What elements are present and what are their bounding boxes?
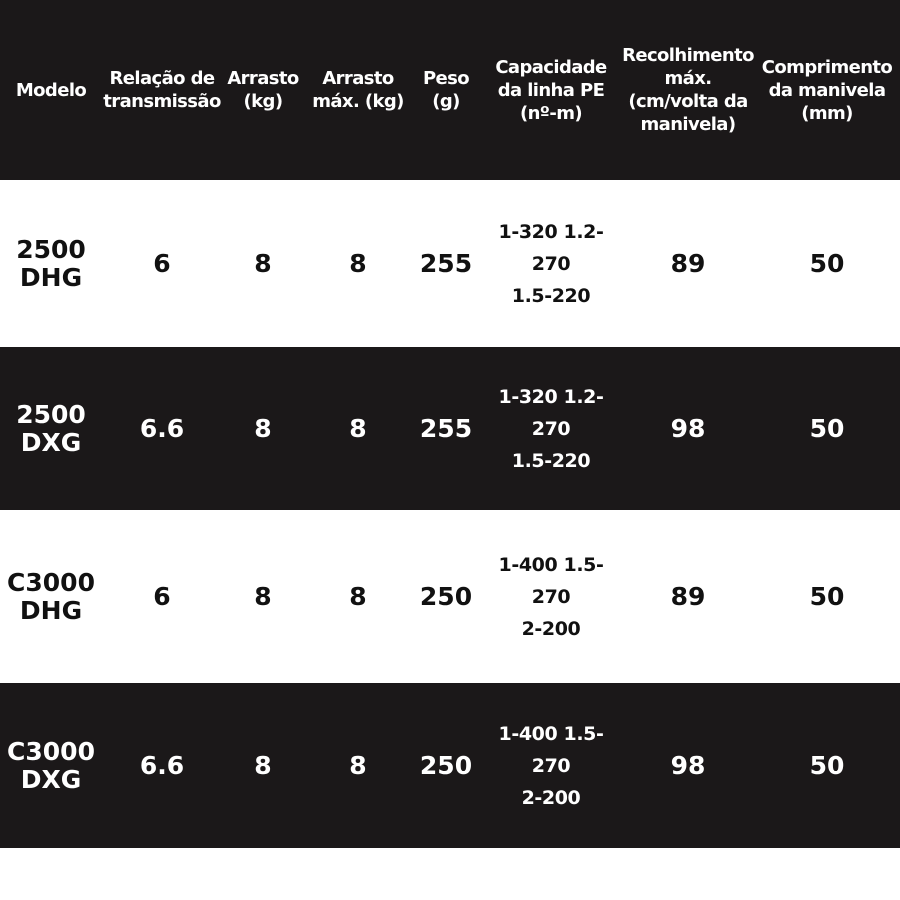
table-bottom-spacer xyxy=(0,848,900,900)
cell-capacidade: 1-320 1.2-270 1.5-220 xyxy=(498,385,604,472)
cell-comprimento: 50 xyxy=(809,413,845,443)
table-row xyxy=(0,683,900,848)
table-row xyxy=(0,347,900,510)
cell-peso: 255 xyxy=(419,413,473,443)
cell-modelo: C3000 DXG xyxy=(7,736,95,794)
cell-comprimento: 50 xyxy=(809,581,845,611)
cell-peso: 255 xyxy=(419,248,473,278)
cell-recolhimento: 98 xyxy=(670,750,706,780)
header-capacidade-linha: Capacidade da linha PE (nº-m) xyxy=(495,56,607,124)
cell-recolhimento: 89 xyxy=(670,581,706,611)
table-header-row xyxy=(0,0,900,180)
cell-relacao: 6 xyxy=(153,248,171,278)
table-row xyxy=(0,510,900,683)
cell-modelo: 2500 DXG xyxy=(16,399,86,457)
cell-arrasto-max: 8 xyxy=(349,413,367,443)
cell-recolhimento: 89 xyxy=(670,248,706,278)
cell-relacao: 6.6 xyxy=(139,750,185,780)
header-modelo: Modelo xyxy=(15,79,87,101)
cell-comprimento: 50 xyxy=(809,750,845,780)
cell-arrasto-max: 8 xyxy=(349,581,367,611)
header-arrasto-max: Arrasto máx. (kg) xyxy=(312,68,404,112)
cell-arrasto: 8 xyxy=(254,750,272,780)
cell-relacao: 6 xyxy=(153,581,171,611)
header-peso: Peso (g) xyxy=(422,68,470,112)
cell-modelo: 2500 DHG xyxy=(16,234,86,292)
cell-peso: 250 xyxy=(419,581,473,611)
cell-capacidade: 1-400 1.5-270 2-200 xyxy=(498,553,604,640)
cell-arrasto: 8 xyxy=(254,581,272,611)
cell-peso: 250 xyxy=(419,750,473,780)
cell-capacidade: 1-320 1.2-270 1.5-220 xyxy=(498,220,604,307)
cell-modelo: C3000 DHG xyxy=(7,567,95,625)
cell-comprimento: 50 xyxy=(809,248,845,278)
cell-relacao: 6.6 xyxy=(139,413,185,443)
header-recolhimento: Recolhimento máx. (cm/volta da manivela) xyxy=(622,45,754,135)
cell-arrasto: 8 xyxy=(254,248,272,278)
header-arrasto: Arrasto (kg) xyxy=(227,68,299,112)
cell-arrasto-max: 8 xyxy=(349,248,367,278)
header-comprimento-manivela: Comprimento da manivela (mm) xyxy=(761,56,893,124)
cell-capacidade: 1-400 1.5-270 2-200 xyxy=(498,722,604,809)
cell-recolhimento: 98 xyxy=(670,413,706,443)
cell-arrasto-max: 8 xyxy=(349,750,367,780)
header-relacao-transmissao: Relação de transmissão xyxy=(103,68,221,112)
cell-arrasto: 8 xyxy=(254,413,272,443)
table-row xyxy=(0,180,900,347)
